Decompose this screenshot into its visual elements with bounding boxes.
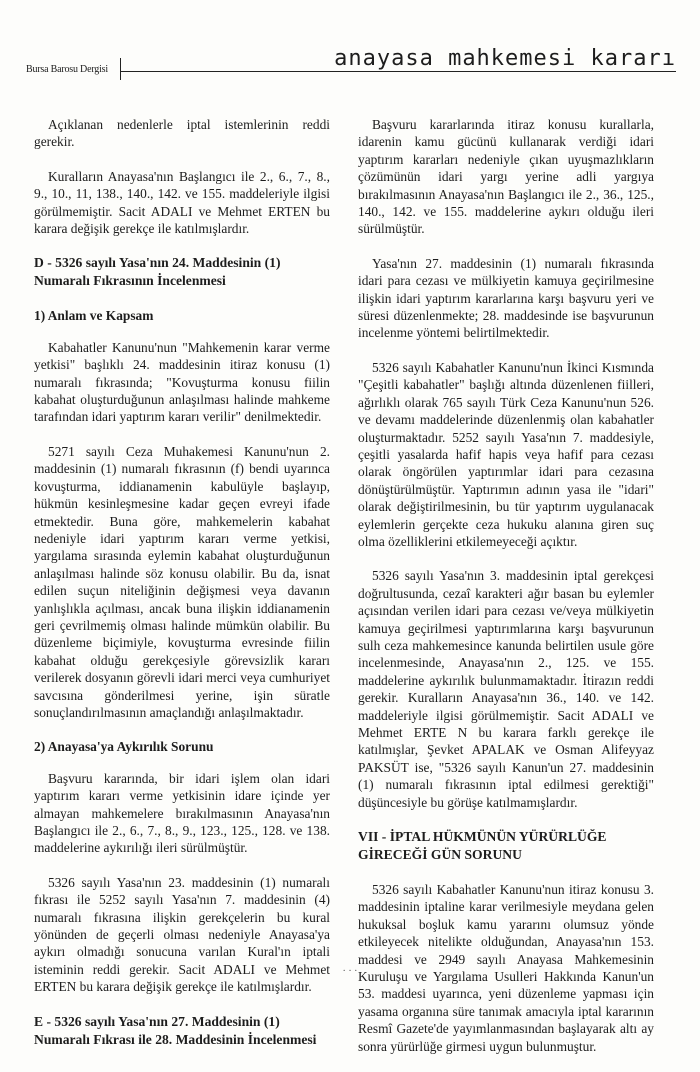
page-header <box>26 44 676 80</box>
paragraph: 5271 sayılı Ceza Muhakemesi Kanunu'nun 2. maddesinin (1) numaralı fıkrasının (f) bendi uyarınca kovuşturma, iddianamenin kabulüyle başlayıp, hükmün kesinleşmesine kadar geçen evreyi ifade etmektedir. Buna göre, mahkemelerin kabahat nedeniyle idari yaptırım kararı verme yetkisi, yargılama sırasında eylemin kabahat oluşturduğunun anlaşılması halinde söz konusu olabilir. Bu da, isnat edilen suçun niteliğinin değişmesi veya davanın yanlışlıkla açılması, ancak buna ilişkin iddianamenin geri çevrilmemiş olması halinde mümkün olabilir. Bu düzenleme biçimiyle, kovuşturma evresinde fiilin kabahat olduğu gerekçesiyle görevsizlik kararı verilerek dosyanın görevli idari merci veya cumhuriyet savcısına gönderilmesi yerine, işin süratle sonuçlandırılmasının amaçlandığı anlaşılmaktadır. <box>34 443 330 720</box>
paragraph: Başvuru kararlarında itiraz konusu kurallarla, idarenin kamu gücünü kullanarak verdiği idari yaptırım kararları nedeniyle çıkan uyuşmazlıkların çözümünün idari yargı yerine adli yargıya bırakılmasının Anayasa'nın Başlangıcı ile 2., 36., 125., 140., 142. ve 155. maddelerine aykırı olduğu ileri sürülmüştür. <box>358 117 654 237</box>
subheading-meaning-scope: 1) Anlam ve Kapsam <box>34 308 154 324</box>
paragraph: 5326 sayılı Yasa'nın 3. maddesinin iptal gerekçesi doğrultusunda, cezaî karakteri ağır basan bu eylemler açısından verilen idari para cezası ve/veya mülkiyetin kamuya geçirilmesi yaptırımlarına karşı başvurunun sulh ceza mahkemesince kanunda belirtilen usule göre incelenmesinde, Anayasa'nın 2., 125. ve 155. maddelerine aykırılık bulunmamaktadır. İtirazın reddi gerekir. Kuralların Anayasa'nın 36., 140. ve 142. maddeleriyle ilgisi görülmemiştir. Sacit ADALI ve Mehmet ERTE N bu karara farklı gerekçe ile katılmışlar, Şevket APALAK ve Osman Alifeyyaz PAKSÜT ise, "5326 sayılı Kanun'un 27. maddesinin (1) numaralı fıkrasının iptal edilmesi gerektiği" düşüncesiyle bu görüşe katılmamışlardır. <box>358 568 654 810</box>
section-title: anayasa mahkemesi kararı <box>326 46 676 71</box>
left-column <box>34 116 330 1066</box>
journal-name: Bursa Barosu Dergisi <box>26 64 108 75</box>
header-divider <box>120 58 121 80</box>
paragraph: 5326 sayılı Kabahatler Kanunu'nun İkinci Kısmında "Çeşitli kabahatler" başlığı altında düzenlenen fiilleri, ağırlıklı olarak 765 sayılı Türk Ceza Kanunu'nun 526. ve devamı maddelerinde düzenlenmiş olan kabahatler oluşturmaktadır. 5252 sayılı Yasa'nın 7. maddesiyle, çeşitli yasalarda hafif hapis veya hafif para cezası olarak öngörülen yaptırımlar idari para cezasına dönüştürülmüştür. Yaptırımın adının yasa ile "idari" olarak değiştirilmesinin, bu tür yaptırım uygulanacak eylemlerin gerçekte ceza hukuku alanına giren suç olma özelliklerini etkilemeyeceği açıktır. <box>358 359 654 549</box>
paragraph: Yasa'nın 27. maddesinin (1) numaralı fıkrasında idari para cezası ve mülkiyetin kamuya geçirilmesine ilişkin idari yaptırım kararlarına karşı başvuru yeri ve süresi düzenlenmekte; 28. maddesinde ise başvurunun incelenme yöntemi belirtilmektedir. <box>358 255 654 341</box>
section-heading-e: E - 5326 sayılı Yasa'nın 27. Maddesinin (1) Numaralı Fıkrası ile 28. Maddesinin İncelenmesi <box>34 1013 317 1047</box>
paragraph: Başvuru kararında, bir idari işlem olan idari yaptırım kararı verme yetkisinin idare içinde yer almayan mahkemelere bırakılmasının Anayasa'nın Başlangıcı ile 2., 6., 7., 8., 9., 123., 125., 128. ve 138. maddelerine aykırılığı ileri sürülmüştür. <box>34 770 330 856</box>
paragraph: 5326 sayılı Kabahatler Kanunu'nun itiraz konusu 3. maddesinin iptaline karar verilmesiyle meydana gelen hukuksal boşluk kamu yararını olumsuz yönde etkileyecek nitelikte olduğundan, Anayasa'nın 153. maddesi ve 2949 sayılı Anayasa Mahkemesinin Kuruluşu ve Yargılama Usulleri Hakkında Kanun'un 53. maddesi uyarınca, yeni düzenleme yapması için yasama organına süre tanımak amacıyla iptal kararının Resmî Gazete'de yayımlanmasından başlayarak altı ay sonra yürürlüğe girmesi uygun bulunmuştur. <box>358 882 654 1054</box>
subheading-unconstitutionality: 2) Anayasa'ya Aykırılık Sorunu <box>34 739 214 755</box>
section-heading-vii: VII - İPTAL HÜKMÜNÜN YÜRÜRLÜĞE GİRECEĞİ GÜN SORUNU <box>358 829 607 863</box>
paragraph: Açıklanan nedenlerle iptal istemlerinin reddi gerekir. <box>34 117 330 150</box>
paragraph: Kabahatler Kanunu'nun "Mahkemenin karar verme yetkisi" başlıklı 24. maddesinin itiraz konusu (1) numaralı fıkrasında; "Kovuşturma konusu fiilin kabahat oluşturduğunun anlaşılması halinde mahkeme tarafından idari yaptırım kararı verilir" denilmektedir. <box>34 339 330 425</box>
header-rule <box>121 71 676 72</box>
right-column <box>358 116 654 1072</box>
paragraph: Kuralların Anayasa'nın Başlangıcı ile 2., 6., 7., 8., 9., 10., 11, 138., 140., 142. ve 155. maddeleriyle ilgisi görülmemiştir. Sacit ADALI ve Mehmet ERTEN bu karara değişik gerekçe ile katılmışlardır. <box>34 168 330 237</box>
section-heading-d: D - 5326 sayılı Yasa'nın 24. Maddesinin (1) Numaralı Fıkrasının İncelenmesi <box>34 255 281 289</box>
paragraph: 5326 sayılı Yasa'nın 23. maddesinin (1) numaralı fıkrası ile 5252 sayılı Yasa'nın 7. maddesinin (4) numaralı fıkrasına ilişkin gerekçelerin bu kural yönünden de geçerli olması nedeniyle Anayasa'ya aykırı olmadığı sonucuna varılan Kural'ın iptali isteminin reddi gerekir. Sacit ADALI ve Mehmet ERTEN bu karara değişik gerekçe ile katılmışlardır. <box>34 874 330 995</box>
page-footer-mark: · · · <box>342 966 358 977</box>
